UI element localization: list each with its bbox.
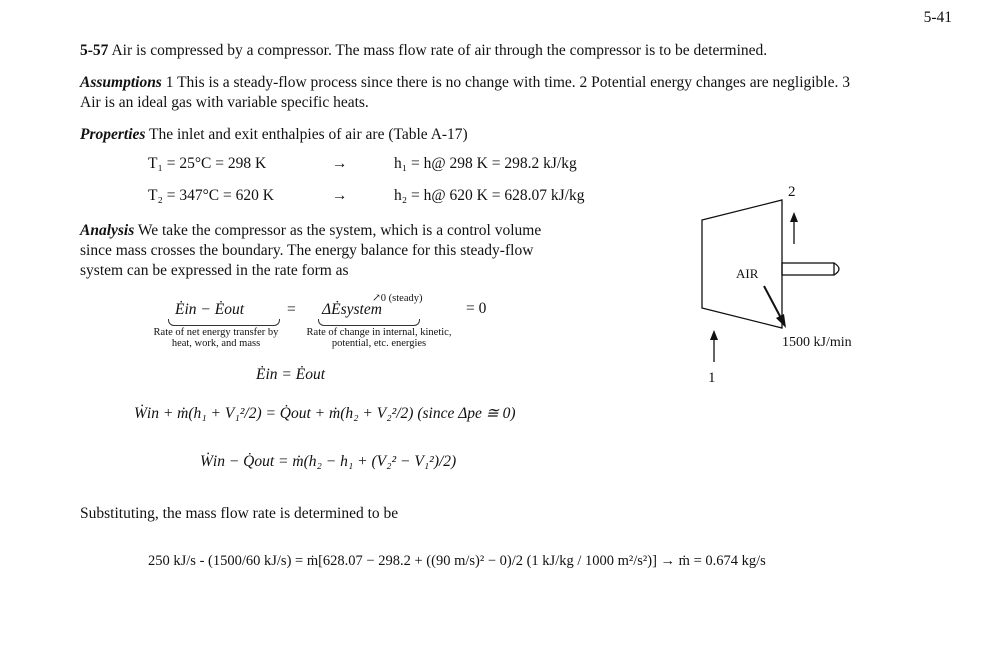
exit-arrow-icon — [790, 212, 798, 222]
analysis-text-1: We take the compressor as the system, which is a control volume — [134, 222, 542, 239]
properties-label: Properties — [80, 126, 146, 143]
lhs-caption: Rate of net energy transfer by heat, work, and mass — [153, 327, 279, 349]
diagram-heat-label: 1500 kJ/min — [782, 335, 852, 350]
t1-value: T₁ = 25°C = 298 K — [148, 155, 267, 172]
problem-text: Air is compressed by a compressor. The mass flow rate of air through the compressor is to be determined. — [108, 42, 768, 59]
assumptions-text-1: 1 This is a steady-flow process since there is no change with time. 2 Potential energy changes are negligible. 3 — [161, 74, 850, 91]
lhs-underbrace — [168, 319, 280, 326]
rhs-underbrace — [318, 319, 420, 326]
properties-text: The inlet and exit enthalpies of air are (Table A-17) — [145, 126, 468, 143]
delta-e-system: ΔĖsystem — [322, 301, 382, 318]
substituting-text: Substituting, the mass flow rate is determined to be — [80, 505, 399, 522]
equals-sign: = — [287, 301, 296, 318]
analysis-line-1 — [80, 221, 541, 240]
compressor-diagram — [690, 180, 890, 390]
final-equation: 250 kJ/s - (1500/60 kJ/s) = ṁ[628.07 − 298.2 + ((90 m/s)² − 0)/2 (1 kJ/kg / 1000 m²/s²)] → ṁ = 0.674 kg/s — [148, 553, 766, 569]
analysis-line-2: since mass crosses the boundary. The energy balance for this steady-flow — [80, 242, 534, 259]
page-number: 5-41 — [923, 9, 952, 26]
heat-arrow-icon — [776, 314, 786, 328]
energy-equation-expanded: Ẇin + ṁ(h₁ + V₁²/2) = Q̇out + ṁ(h₂ + V₂²/2) (since Δpe ≅ 0) — [134, 405, 516, 422]
energy-in-out: Ėin − Ėout — [175, 301, 245, 318]
diagram-inlet-label: 1 — [708, 370, 716, 386]
t2-value: T₂ = 347°C = 620 K — [148, 187, 274, 204]
assumptions-line-1 — [80, 73, 850, 92]
rhs-caption: Rate of change in internal, kinetic, potential, etc. energies — [306, 327, 452, 349]
assumptions-label: Assumptions — [80, 74, 162, 91]
inlet-arrow-icon — [710, 330, 718, 340]
compressor-body — [702, 200, 782, 328]
arrow-1: → — [332, 155, 348, 172]
analysis-line-3: system can be expressed in the rate form as — [80, 262, 349, 279]
properties-line — [80, 125, 468, 144]
shaft-icon — [782, 263, 834, 275]
h2-value: h₂ = h@ 620 K = 628.07 kJ/kg — [394, 187, 585, 204]
steady-note: ↗0 (steady) — [372, 293, 423, 304]
energy-in-equals-out: Ėin = Ėout — [256, 366, 326, 383]
assumptions-line-2: Air is an ideal gas with variable specific heats. — [80, 94, 369, 111]
diagram-air-label: AIR — [736, 266, 759, 281]
shaft-end-icon — [834, 263, 839, 275]
arrow-2: → — [332, 187, 348, 204]
diagram-exit-label: 2 — [788, 184, 796, 200]
analysis-label: Analysis — [80, 222, 135, 239]
heat-line — [764, 286, 782, 320]
energy-equation-rearranged: Ẇin − Q̇out = ṁ(h₂ − h₁ + (V₂² − V₁²)/2) — [200, 453, 457, 470]
problem-number: 5-57 — [80, 42, 109, 59]
h1-value: h₁ = h@ 298 K = 298.2 kJ/kg — [394, 155, 577, 172]
problem-statement — [80, 41, 767, 60]
equals-zero: = 0 — [466, 300, 487, 317]
